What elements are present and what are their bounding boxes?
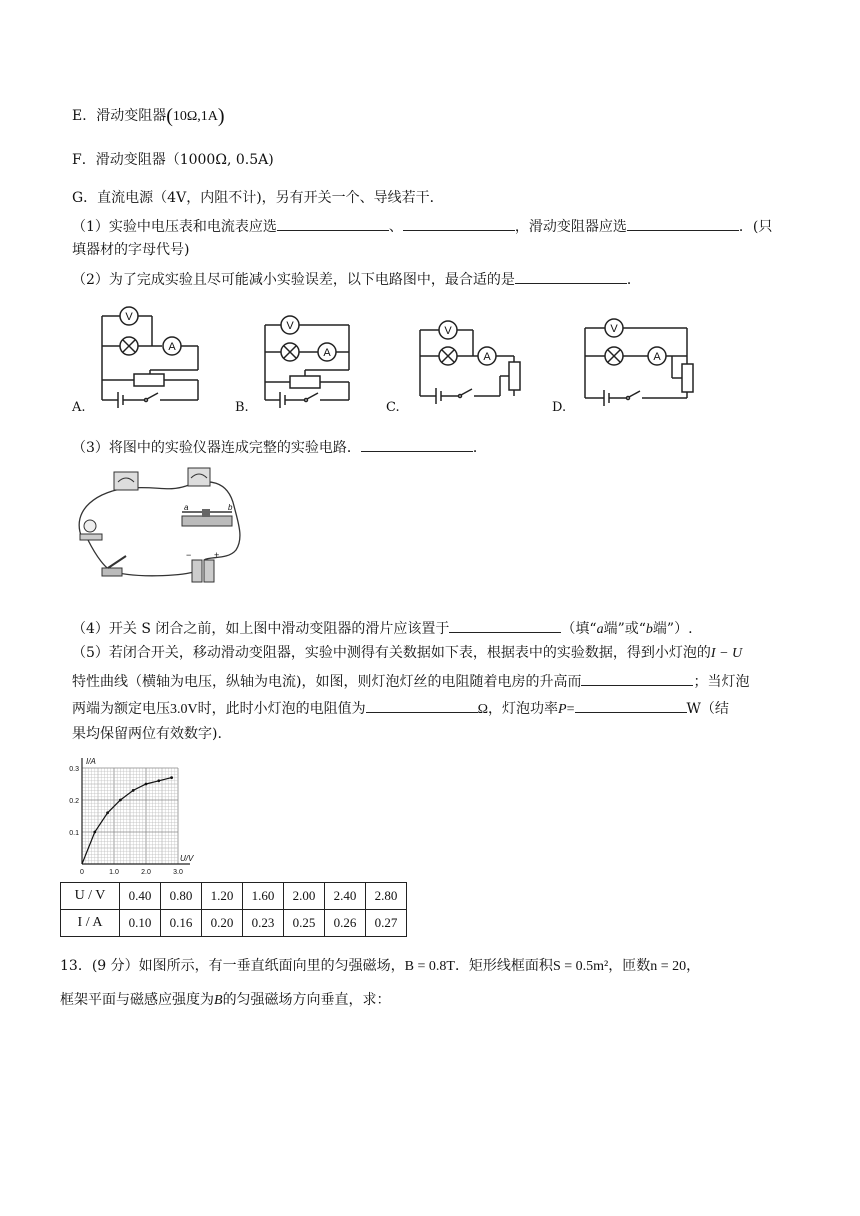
q13-line1 xyxy=(60,956,700,977)
table-header-i: I / A xyxy=(61,910,120,937)
iu-data-point xyxy=(145,783,148,786)
circuit-label-c: C. xyxy=(386,400,400,415)
table-cell: 1.20 xyxy=(202,883,243,910)
circuit-label-d: D. xyxy=(552,400,567,415)
q4-end-b: b xyxy=(645,622,653,637)
y-tick-label: 0.2 xyxy=(69,798,79,805)
q5-blank-3[interactable] xyxy=(575,697,687,713)
rheostat-end-a: a xyxy=(184,503,189,512)
table-cell: 0.10 xyxy=(120,910,161,937)
battery-icon xyxy=(192,560,214,582)
q5-text-3h: W（结 xyxy=(686,701,729,717)
q13-text-e: ，匝数 xyxy=(608,958,651,974)
q3-line xyxy=(72,436,487,458)
q5-blank-2[interactable] xyxy=(366,697,478,713)
rheostat-icon xyxy=(509,362,520,390)
rheostat-icon xyxy=(134,374,164,386)
battery-plus: + xyxy=(214,550,220,560)
circuit-a xyxy=(102,307,198,408)
iu-characteristic-chart xyxy=(62,756,222,876)
q13-text-g: ， xyxy=(686,958,701,974)
q1-line1 xyxy=(72,215,772,237)
q5-text-1a: （5）若闭合开关，移动滑动变阻器，实验中测得有关数据如下表，根据表中的实验数据，得到小灯泡的 xyxy=(72,645,711,661)
circuit-c-v-label: V xyxy=(444,325,452,337)
q1-blank-3[interactable] xyxy=(627,215,739,231)
q5-line2 xyxy=(72,670,749,692)
q5-blank-1[interactable] xyxy=(581,670,693,686)
table-cell: 0.16 xyxy=(161,910,202,937)
table-cell: 0.20 xyxy=(202,910,243,937)
q1-text-b: ，滑动变阻器应选 xyxy=(514,219,627,235)
rheostat-end-b: b xyxy=(228,503,233,512)
q13-line2 xyxy=(60,990,391,1011)
circuit-a-a-label: A xyxy=(168,341,176,353)
circuit-a-v-label: V xyxy=(125,311,133,323)
table-cell: 0.23 xyxy=(243,910,284,937)
q13-text-a: 13．(9 分）如图所示，有一垂直纸面向里的匀强磁场， xyxy=(60,958,405,974)
q4-blank[interactable] xyxy=(449,617,561,633)
q3-text: （3）将图中的实验仪器连成完整的实验电路． xyxy=(72,440,361,456)
q5-rated-voltage: 3.0V xyxy=(170,702,198,717)
item-e xyxy=(72,106,225,127)
q13-text-c: ．矩形线框面积 xyxy=(454,958,553,974)
q5-line3 xyxy=(72,697,729,720)
iu-data-point xyxy=(157,779,160,782)
table-cell: 0.27 xyxy=(366,910,407,937)
iu-data-point xyxy=(119,799,122,802)
item-f: F．滑动变阻器（1000Ω, 0.5A) xyxy=(72,152,274,168)
table-cell: 0.80 xyxy=(161,883,202,910)
q13-text-2a: 框架平面与磁感应强度为 xyxy=(60,992,214,1008)
table-cell: 2.40 xyxy=(325,883,366,910)
q4-line xyxy=(72,617,693,640)
table-cell: 2.80 xyxy=(366,883,407,910)
q1-text-a: （1）实验中电压表和电流表应选 xyxy=(72,219,277,235)
circuit-d-v-label: V xyxy=(610,323,618,335)
circuit-c-a-label: A xyxy=(483,351,491,363)
item-e-spec: 10Ω,1A xyxy=(172,109,218,124)
iu-data-point xyxy=(106,811,109,814)
q13-area: S = 0.5m² xyxy=(552,959,609,974)
q13-field-b: B = 0.8T xyxy=(404,959,455,974)
table-row xyxy=(61,883,407,910)
q5-line1 xyxy=(72,643,742,664)
q4-end-a: a xyxy=(596,622,604,637)
q5-text-3e: ，灯泡功率 xyxy=(488,701,559,717)
q3-end: ． xyxy=(472,440,487,456)
q3-blank[interactable] xyxy=(361,436,473,452)
circuit-b-a-label: A xyxy=(323,347,331,359)
q5-text-2b: ；当灯泡 xyxy=(693,674,750,690)
item-e-prefix: E．滑动变阻器 xyxy=(72,108,167,124)
q1-sep: 、 xyxy=(388,219,403,235)
table-row xyxy=(61,910,407,937)
q4-text-c: 端”或“ xyxy=(603,621,646,637)
q1-blank-1[interactable] xyxy=(277,215,389,231)
circuit-c xyxy=(420,321,520,404)
q1-line2: 填器材的字母代号) xyxy=(72,242,190,258)
q2-end: ． xyxy=(626,272,641,288)
meter-1-icon xyxy=(114,472,138,490)
circuit-label-a: A. xyxy=(72,400,86,415)
q1-blank-2[interactable] xyxy=(403,215,515,231)
meter-2-icon xyxy=(188,468,210,486)
q13-turns: n = 20 xyxy=(650,959,687,974)
apparatus-picture xyxy=(68,460,258,590)
rheostat-icon xyxy=(182,509,232,526)
iu-data-point xyxy=(93,831,96,834)
iu-data-point xyxy=(170,776,173,779)
q5-equals: = xyxy=(566,702,575,717)
y-axis-label: I/A xyxy=(86,757,96,766)
x-tick-label: 1.0 xyxy=(109,869,119,876)
circuit-b-v-label: V xyxy=(286,320,294,332)
x-tick-label: 2.0 xyxy=(141,869,151,876)
item-g: G．直流电源（4V，内阻不计)，另有开关一个、导线若干． xyxy=(72,190,444,206)
table-header-u: U / V xyxy=(61,883,120,910)
q5-text-3c: 时，此时小灯泡的电阻值为 xyxy=(197,701,366,717)
battery-minus: − xyxy=(186,550,192,560)
table-cell: 1.60 xyxy=(243,883,284,910)
q5-text-3a: 两端为额定电压 xyxy=(72,701,170,717)
table-cell: 0.26 xyxy=(325,910,366,937)
q4-text-d: 端”）. xyxy=(652,621,693,637)
table-cell: 0.40 xyxy=(120,883,161,910)
data-table xyxy=(60,882,407,937)
q2-blank[interactable] xyxy=(515,268,627,284)
iu-data-point xyxy=(132,789,135,792)
q13-symbol-b: B xyxy=(214,993,223,1008)
circuit-d-a-label: A xyxy=(653,351,661,363)
circuit-d xyxy=(585,319,693,406)
bulb-icon xyxy=(80,520,102,540)
circuit-diagrams xyxy=(0,300,860,420)
x-tick-label: 3.0 xyxy=(173,869,183,876)
q1-text-c: ．(只 xyxy=(738,219,773,235)
q4-text-b: （填“ xyxy=(561,621,597,637)
q2-line xyxy=(72,268,641,290)
q13-text-2c: 的匀强磁场方向垂直，求： xyxy=(222,992,391,1008)
circuit-label-b: B. xyxy=(235,400,249,415)
item-e-close-paren: ) xyxy=(217,105,225,127)
table-cell: 0.25 xyxy=(284,910,325,937)
table-cell: 2.00 xyxy=(284,883,325,910)
q5-iu-symbol: I − U xyxy=(710,646,743,661)
x-tick-label: 0 xyxy=(80,869,84,876)
q5-text-2a: 特性曲线（横轴为电压，纵轴为电流)，如图，则灯泡灯丝的电阻随着电房的升高而 xyxy=(72,674,582,690)
rheostat-icon xyxy=(290,376,320,388)
y-tick-label: 0.1 xyxy=(69,830,79,837)
y-tick-label: 0.3 xyxy=(69,766,79,773)
circuit-b xyxy=(265,316,349,408)
q5-power-symbol: P xyxy=(558,702,567,717)
x-axis-label: U/V xyxy=(180,854,194,863)
q2-text: （2）为了完成实验且尽可能减小实验误差，以下电路图中，最合适的是 xyxy=(72,272,515,288)
q4-text-a: （4）开关 S 闭合之前，如上图中滑动变阻器的滑片应该置于 xyxy=(72,621,450,637)
item-e-open-paren: ( xyxy=(166,105,173,127)
q5-ohm-unit: Ω xyxy=(477,702,489,717)
q5-line4: 果均保留两位有效数字). xyxy=(72,726,222,742)
rheostat-icon xyxy=(682,364,693,392)
